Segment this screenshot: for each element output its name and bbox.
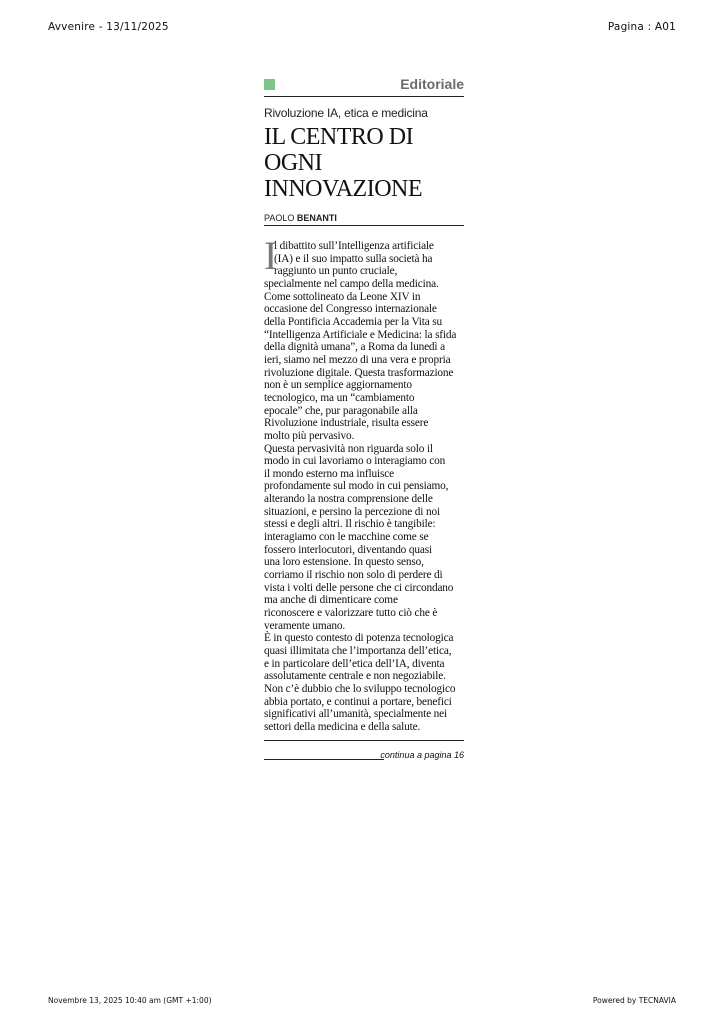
body-lines bbox=[264, 278, 464, 734]
article-body bbox=[264, 233, 464, 734]
drop-cap: I bbox=[264, 233, 278, 278]
body-line: abbia portato, e continui a portare, benefici bbox=[264, 695, 452, 708]
article bbox=[264, 76, 464, 762]
body-line: non è un semplice aggiornamento bbox=[264, 379, 412, 392]
body-line: ieri, siamo nel mezzo di una vera e propria bbox=[264, 353, 451, 366]
headline-line-2: INNOVAZIONE bbox=[264, 176, 423, 202]
headline-line-1: IL CENTRO DI OGNI bbox=[264, 124, 414, 176]
article-end-rule bbox=[264, 740, 464, 741]
article-headline bbox=[264, 124, 464, 202]
lead-paragraph-start bbox=[264, 233, 464, 278]
body-line: epocale” che, pur paragonabile alla bbox=[264, 404, 418, 417]
body-line: occasione del Congresso internazionale bbox=[264, 303, 437, 316]
body-line: settori della medicina e della salute. bbox=[264, 720, 421, 733]
body-line: È in questo contesto di potenza tecnologica bbox=[264, 632, 454, 645]
body-line: Come sottolineato da Leone XIV in bbox=[264, 290, 421, 303]
body-line: assolutamente centrale e non negoziabile. bbox=[264, 670, 446, 683]
body-line: (IA) e il suo impatto sulla società ha bbox=[274, 252, 433, 265]
body-line: l dibattito sull’Intelligenza artificiale bbox=[274, 240, 434, 252]
body-line: stessi e degli altri. Il rischio è tangibile: bbox=[264, 518, 436, 531]
body-line: una loro estensione. In questo senso, bbox=[264, 556, 424, 569]
powered-by-footer: Powered by TECNAVIA bbox=[592, 996, 676, 1005]
body-line: quasi illimitata che l’importanza dell’etica, bbox=[264, 645, 452, 657]
body-line: interagiamo con le macchine come se bbox=[264, 531, 429, 544]
timestamp-footer: Novembre 13, 2025 10:40 am (GMT +1:00) bbox=[48, 996, 212, 1005]
body-line: “Intelligenza Artificiale e Medicina: la sfida bbox=[264, 328, 457, 341]
continuation-rule bbox=[264, 759, 384, 760]
body-line: della Pontificia Accademia per la Vita su bbox=[264, 315, 443, 328]
body-line: veramente umano. bbox=[264, 619, 346, 632]
body-line: raggiunto un punto cruciale, bbox=[274, 265, 398, 278]
body-line: Non c’è dubbio che lo sviluppo tecnologico bbox=[264, 682, 456, 695]
body-line: Questa pervasività non riguarda solo il bbox=[264, 442, 433, 455]
body-line: specialmente nel campo della medicina. bbox=[264, 277, 439, 290]
body-line: della dignità umana”, a Roma da lunedì a bbox=[264, 341, 445, 354]
body-line: fossero interlocutori, diventando quasi bbox=[264, 543, 432, 556]
newspaper-date-header: Avvenire - 13/11/2025 bbox=[48, 21, 169, 33]
article-kicker: Rivoluzione IA, etica e medicina bbox=[264, 106, 428, 120]
author-last-name: BENANTI bbox=[296, 213, 337, 223]
body-line: Rivoluzione industriale, risulta essere bbox=[264, 417, 429, 430]
page-number-header: Pagina : A01 bbox=[607, 21, 676, 33]
body-line: e in particolare dell’etica dell’IA, diventa bbox=[264, 657, 445, 670]
body-line: situazioni, e persino la percezione di noi bbox=[264, 505, 440, 518]
body-line: profondamente sul modo in cui pensiamo, bbox=[264, 480, 449, 493]
body-line: rivoluzione digitale. Questa trasformazione bbox=[264, 366, 454, 379]
body-line: modo in cui lavoriamo o interagiamo con bbox=[264, 455, 446, 468]
body-line: vista i volti delle persone che ci circondano bbox=[264, 581, 454, 594]
body-line: alterando la nostra comprensione delle bbox=[264, 493, 433, 506]
body-line: tecnologico, ma un “cambiamento bbox=[264, 391, 415, 404]
body-line: ma anche di dimenticare come bbox=[264, 594, 398, 607]
body-line: significativi all’umanità, specialmente nei bbox=[264, 708, 448, 721]
section-label: Editoriale bbox=[400, 76, 464, 92]
author-first-name: PAOLO bbox=[264, 213, 295, 223]
body-line: riconoscere e valorizzare tutto ciò che è bbox=[264, 607, 438, 620]
section-header bbox=[264, 76, 464, 97]
continue-on-page-link[interactable]: continua a pagina 16 bbox=[380, 749, 464, 760]
section-marker-icon bbox=[264, 79, 275, 90]
body-line: il mondo esterno ma influisce bbox=[264, 467, 394, 480]
body-line: molto più pervasivo. bbox=[264, 429, 355, 442]
body-line: corriamo il rischio non solo di perdere di bbox=[264, 569, 443, 582]
continuation bbox=[264, 750, 464, 762]
byline bbox=[264, 213, 464, 226]
